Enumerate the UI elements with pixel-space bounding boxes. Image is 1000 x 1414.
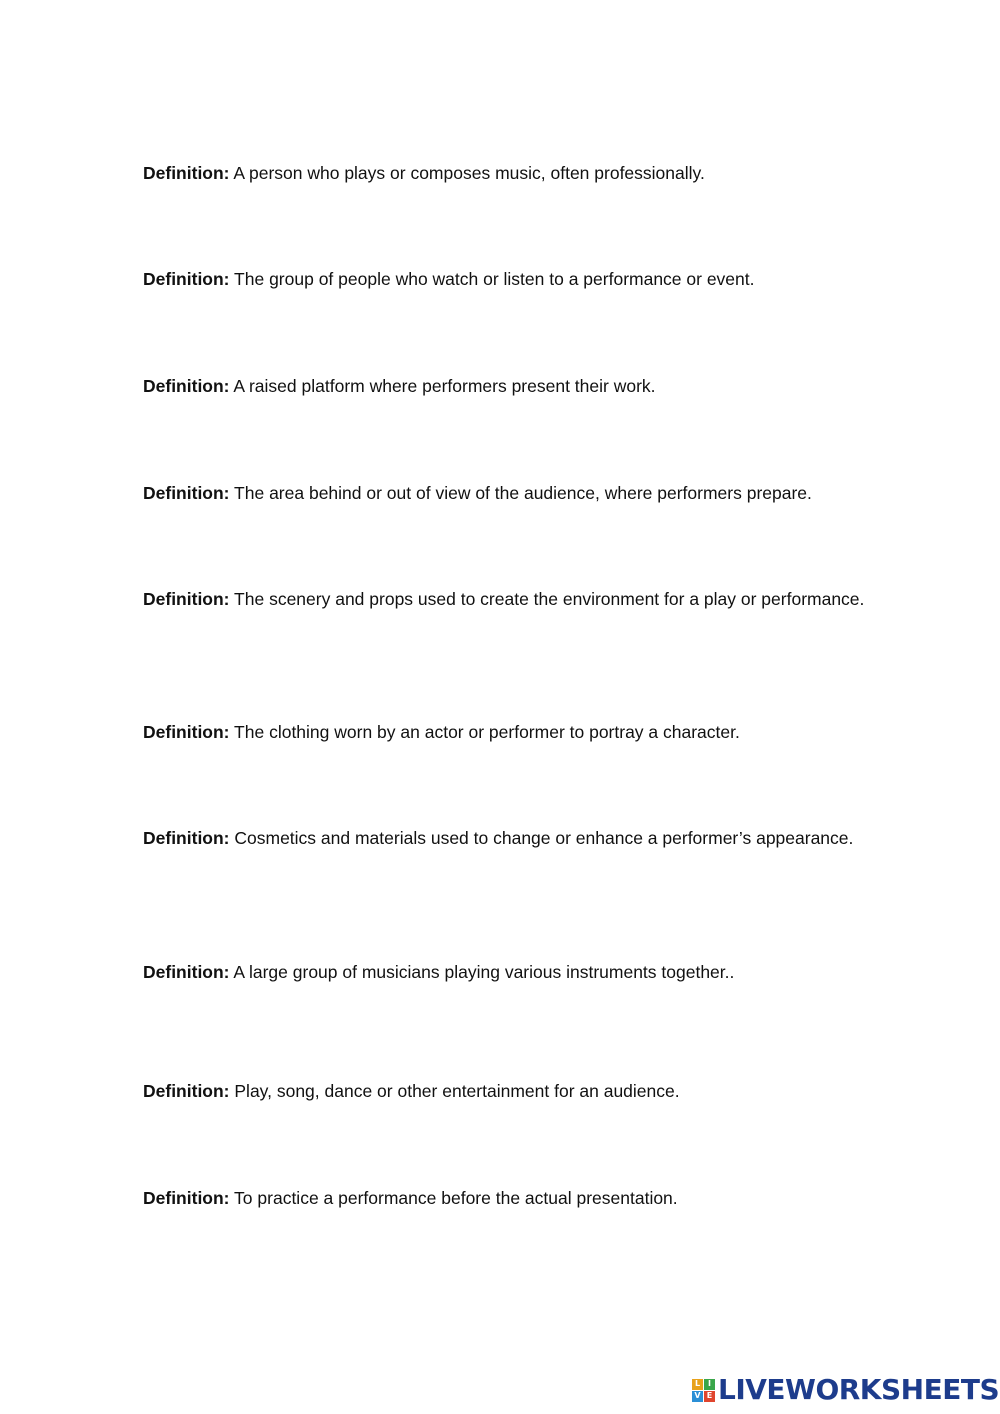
- definition-2: [143, 266, 873, 293]
- mark-letter: E: [704, 1391, 715, 1402]
- definition-label: Definition:: [143, 962, 230, 982]
- mark-letter: L: [692, 1379, 703, 1390]
- definition-10: [143, 1185, 873, 1212]
- definition-label: Definition:: [143, 722, 230, 742]
- definition-text: To practice a performance before the actual presentation.: [229, 1188, 678, 1208]
- logo-text: LIVEWORKSHEETS: [718, 1373, 1000, 1406]
- mark-letter: I: [704, 1379, 715, 1390]
- definition-7: [143, 825, 873, 852]
- definition-text: Cosmetics and materials used to change or enhance a performer’s appearance.: [229, 828, 854, 848]
- definition-label: Definition:: [143, 828, 230, 848]
- definition-label: Definition:: [143, 1081, 230, 1101]
- liveworksheets-logo: [692, 1374, 999, 1406]
- definition-text: A large group of musicians playing various instruments together..: [229, 962, 735, 982]
- definition-text: A raised platform where performers present their work.: [229, 376, 656, 396]
- definition-6: [143, 719, 873, 746]
- definition-label: Definition:: [143, 1188, 230, 1208]
- liveworksheets-mark-icon: [692, 1379, 715, 1402]
- definition-label: Definition:: [143, 376, 230, 396]
- definition-label: Definition:: [143, 589, 230, 609]
- definition-label: Definition:: [143, 269, 230, 289]
- definition-9: [143, 1078, 873, 1105]
- mark-letter: V: [692, 1391, 703, 1402]
- definition-4: [143, 480, 873, 507]
- definition-text: The scenery and props used to create the environment for a play or performance.: [229, 589, 865, 609]
- definition-5: [143, 586, 873, 613]
- definition-1: [143, 160, 873, 187]
- definition-text: The area behind or out of view of the audience, where performers prepare.: [229, 483, 812, 503]
- definition-text: The group of people who watch or listen to a performance or event.: [229, 269, 755, 289]
- definition-text: A person who plays or composes music, often professionally.: [229, 163, 705, 183]
- definition-3: [143, 373, 873, 400]
- definition-label: Definition:: [143, 163, 230, 183]
- definition-label: Definition:: [143, 483, 230, 503]
- definition-8: [143, 959, 873, 986]
- definition-text: Play, song, dance or other entertainment for an audience.: [229, 1081, 680, 1101]
- definition-text: The clothing worn by an actor or performer to portray a character.: [229, 722, 740, 742]
